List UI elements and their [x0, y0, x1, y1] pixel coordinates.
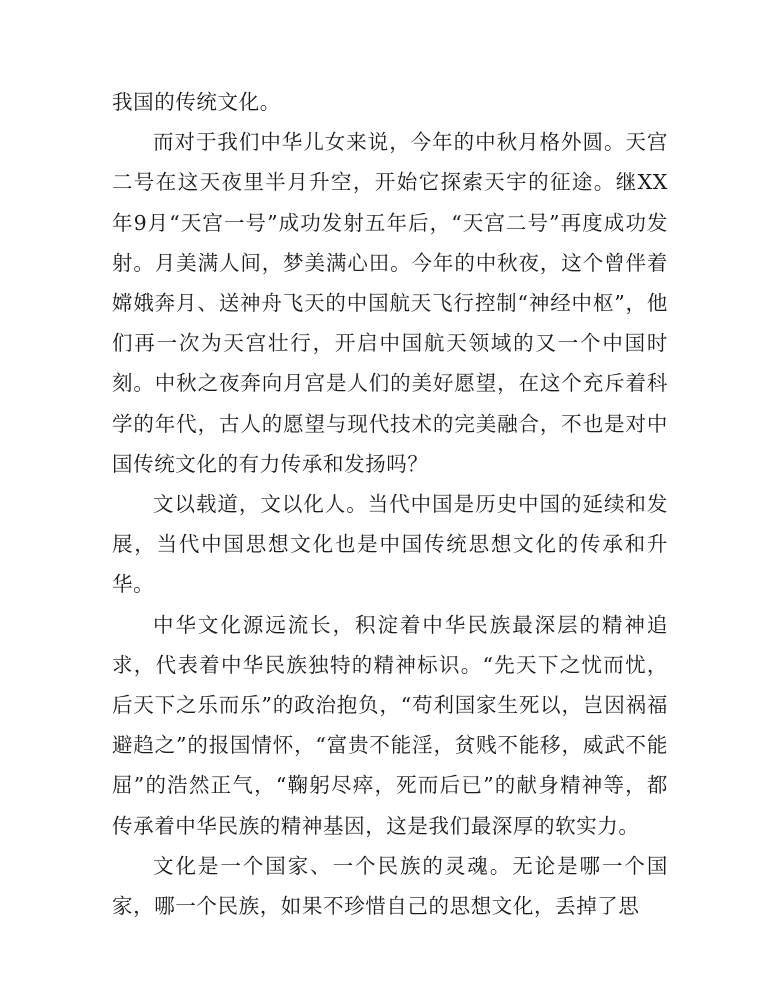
- paragraph: 文化是一个国家、一个民族的灵魂。无论是哪一个国家，哪一个民族，如果不珍惜自己的思想文化，丢掉了思: [112, 853, 668, 919]
- paragraph: 中华文化源远流长，积淀着中华民族最深层的精神追求，代表着中华民族独特的精神标识。“先天下之忧而忧，后天下之乐而乐”的政治抱负，“苟利国家生死以，岂因祸福避趋之”的报国情怀，“富贵不能淫，贫贱不能移，威武不能屈”的浩然正气，“鞠躬尽瘁，死而后已”的献身精神等，都传承着中华民族的精神基因，这是我们最深厚的软实力。: [112, 612, 668, 838]
- document-page: [112, 82, 668, 926]
- paragraph: 而对于我们中华儿女来说，今年的中秋月格外圆。天宫二号在这天夜里半月升空，开始它探索天宇的征途。继XX年9月“天宫一号”成功发射五年后，“天宫二号”再度成功发射。月美满人间，梦美满心田。今年的中秋夜，这个曾伴着嫦娥奔月、送神舟飞天的中国航天飞行控制“神经中枢”，他们再一次为天宫壮行，开启中国航天领域的又一个中国时刻。中秋之夜奔向月宫是人们的美好愿望，在这个充斥着科学的年代，古人的愿望与现代技术的完美融合，不也是对中国传统文化的有力传承和发扬吗？: [112, 130, 668, 476]
- paragraph: 文以载道，文以化人。当代中国是历史中国的延续和发展，当代中国思想文化也是中国传统思想文化的传承和升华。: [112, 492, 668, 597]
- paragraph: 我国的传统文化。: [112, 90, 281, 114]
